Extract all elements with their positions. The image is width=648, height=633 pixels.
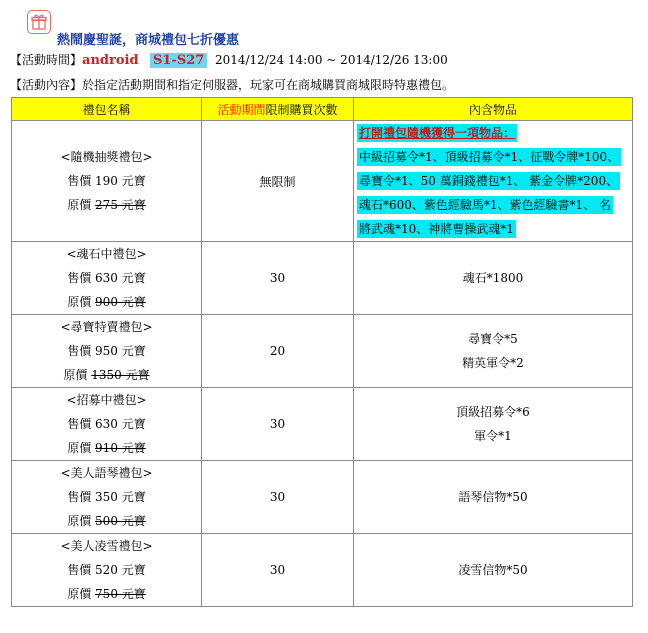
item-line: 語琴信物*50	[458, 490, 528, 504]
event-time-line	[10, 51, 448, 68]
item-line: 將武魂*10、神將曹操武魂*1	[359, 222, 514, 236]
package-name-cell	[12, 242, 202, 315]
package-original-price: 原價 750 元寶	[67, 587, 146, 601]
package-table	[11, 97, 633, 607]
purchase-limit: 無限制	[202, 121, 354, 242]
package-name-cell	[12, 315, 202, 388]
package-name: <尋寶特賣禮包>	[60, 320, 153, 334]
items-heading: 打開禮包隨機獲得一項物品：	[359, 126, 516, 140]
purchase-limit: 20	[202, 315, 354, 388]
servers-label: S1-S27	[150, 53, 207, 68]
item-line: 精英軍令*2	[462, 356, 524, 370]
header-limit	[202, 98, 354, 121]
time-range: 2014/12/24 14:00 ~ 2014/12/26 13:00	[214, 53, 448, 67]
package-name-cell	[12, 121, 202, 242]
package-name: <美人語琴禮包>	[60, 466, 153, 480]
item-line: 尋寶令*1、50 萬銅錢禮包*1、 紫金令牌*200、	[359, 174, 619, 188]
header-limit-rest: 限制購買次數	[265, 102, 338, 117]
purchase-limit: 30	[202, 534, 354, 607]
item-line: 頂級招募令*6	[456, 405, 530, 419]
package-original-price: 原價 275 元寶	[67, 198, 146, 212]
package-price: 售價 950 元寶	[67, 344, 146, 358]
package-items-cell	[354, 315, 633, 388]
header-limit-red: 活動期間	[217, 102, 266, 117]
page-title: 熱鬧慶聖誕，商城禮包七折優惠	[57, 33, 240, 48]
item-line: 魂石*1800	[462, 271, 524, 285]
package-name: <隨機抽獎禮包>	[60, 150, 153, 164]
item-line: 中級招募令*1、頂級招募令*1、征戰令牌*100、	[359, 150, 620, 164]
package-price: 售價 190 元寶	[67, 174, 146, 188]
table-row	[12, 242, 633, 315]
table-header-row	[12, 98, 633, 121]
package-price: 售價 520 元寶	[67, 563, 146, 577]
header-name: 禮包名稱	[12, 98, 202, 121]
package-original-price: 原價 1350 元寶	[63, 368, 150, 382]
package-items-cell	[354, 534, 633, 607]
package-original-price: 原價 900 元寶	[67, 295, 146, 309]
content-label: 【活動內容】	[10, 78, 83, 92]
event-content-line	[10, 76, 454, 93]
table-row	[12, 121, 633, 242]
package-original-price: 原價 910 元寶	[67, 441, 146, 455]
item-line: 軍令*1	[474, 429, 512, 443]
package-price: 售價 350 元寶	[67, 490, 146, 504]
purchase-limit: 30	[202, 242, 354, 315]
content-text: 於指定活動期間和指定伺服器，玩家可在商城購買商城限時特惠禮包。	[82, 78, 455, 92]
gift-icon	[27, 10, 51, 34]
package-price: 售價 630 元寶	[67, 271, 146, 285]
header-items: 內含物品	[354, 98, 633, 121]
platform-label: android	[82, 53, 139, 68]
package-name-cell	[12, 461, 202, 534]
package-items-cell	[354, 461, 633, 534]
package-items-cell	[354, 388, 633, 461]
item-line: 凌雪信物*50	[458, 563, 528, 577]
package-name-cell	[12, 388, 202, 461]
time-label: 【活動時間】	[10, 53, 83, 67]
package-items-cell	[354, 121, 633, 242]
table-row	[12, 534, 633, 607]
package-original-price: 原價 500 元寶	[67, 514, 146, 528]
package-name-cell	[12, 534, 202, 607]
package-items-cell	[354, 242, 633, 315]
purchase-limit: 30	[202, 461, 354, 534]
item-line: 尋寶令*5	[468, 332, 518, 346]
purchase-limit: 30	[202, 388, 354, 461]
table-row	[12, 461, 633, 534]
package-price: 售價 630 元寶	[67, 417, 146, 431]
package-name: <招募中禮包>	[66, 393, 147, 407]
package-name: <美人凌雪禮包>	[60, 539, 153, 553]
table-row	[12, 315, 633, 388]
package-name: <魂石中禮包>	[66, 247, 147, 261]
table-row	[12, 388, 633, 461]
item-line: 魂石*600、紫色經驗馬*1、紫色經驗書*1、 名	[359, 198, 611, 212]
